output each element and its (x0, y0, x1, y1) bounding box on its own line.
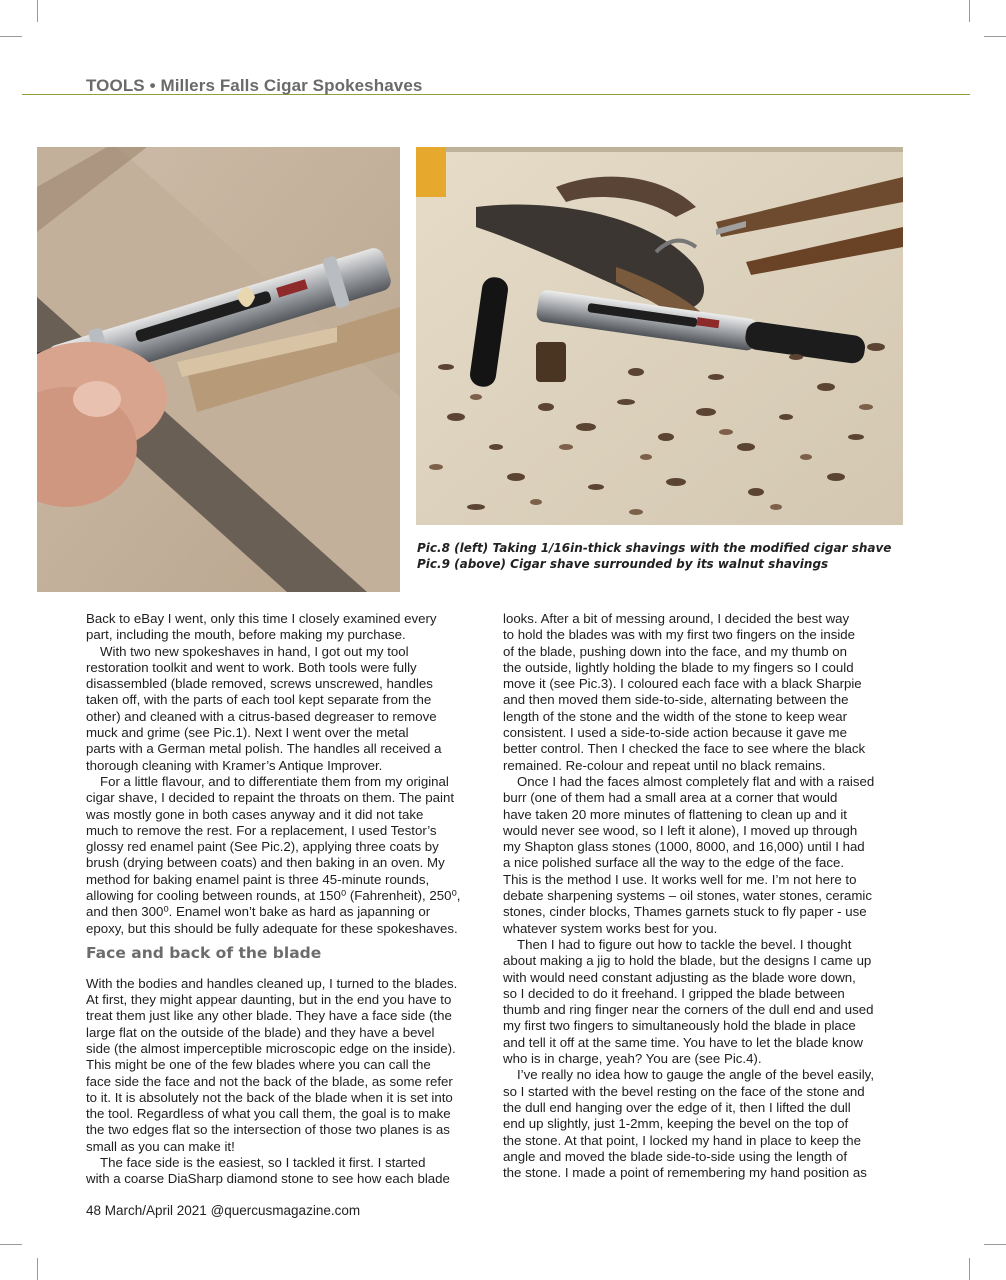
caption-pic9: Pic.9 (above) Cigar shave surrounded by its walnut shavings (417, 557, 829, 571)
text-line: whatever system works best for you. (503, 920, 718, 936)
text-line: angle and moved the blade side-to-side using the length of (503, 1148, 848, 1164)
text-line: part, including the mouth, before making my purchase. (86, 627, 406, 643)
text-line: brush (drying between coats) and then baking in an oven. My (86, 855, 445, 871)
crop-mark (984, 1244, 1006, 1245)
text-line: the outside, lightly holding the blade to my fingers so I could (503, 659, 854, 675)
text-line: muck and grime (see Pic.1). Next I went over the metal (86, 725, 409, 741)
text-line: who is in charge, yeah? You are (see Pic.4). (503, 1051, 762, 1067)
crop-mark (0, 36, 22, 37)
crop-mark (984, 36, 1006, 37)
text-line: Back to eBay I went, only this time I closely examined every (86, 611, 437, 626)
text-line: Once I had the faces almost completely flat and with a raised (517, 773, 875, 789)
text-line: the stone. I made a point of remembering my hand position as (503, 1165, 867, 1181)
text-line: consistent. I used a side-to-side action because it gave me (503, 725, 847, 741)
text-line: At first, they might appear daunting, but in the end you have to (86, 992, 452, 1008)
text-line: my Shapton glass stones (1000, 8000, and 16,000) until I had (503, 839, 865, 855)
text-line: the tool. Regardless of what you call them, the goal is to make (86, 1106, 451, 1122)
crop-mark (969, 0, 970, 22)
text-line: length of the stone and the width of the stone to keep wear (503, 708, 848, 724)
text-line: disassembled (blade removed, screws unscrewed, handles (86, 676, 433, 692)
text-line: and then 300⁰. Enamel won’t bake as hard as japanning or (86, 904, 431, 920)
photo-cigar-shave-shaving (37, 147, 400, 592)
text-line: Then I had to figure out how to tackle the bevel. I thought (517, 936, 852, 952)
text-line: I’ve really no idea how to gauge the angle of the bevel easily, (517, 1067, 875, 1083)
text-line: other) and cleaned with a citrus-based degreaser to remove (86, 708, 437, 724)
text-line: remained. Re-colour and repeat until no black remains. (503, 757, 826, 773)
text-line: restoration toolkit and went to work. Both tools were fully (86, 659, 417, 675)
text-line: about making a jig to hold the blade, but the designs I came up (503, 953, 872, 969)
text-line: the two edges flat so the intersection of those two planes is as (86, 1122, 450, 1138)
text-line: side (the almost imperceptible microscopic edge on the inside). (86, 1040, 456, 1056)
text-line: would never see wood, so I left it alone), I moved up through (503, 822, 858, 838)
text-line: of the blade, pushing down into the face, and my thumb on (503, 643, 847, 659)
text-line: move it (see Pic.3). I coloured each face with a black Sharpie (503, 676, 862, 692)
text-line: a nice polished surface all the way to the edge of the face. (503, 855, 845, 871)
caption-pic8: Pic.8 (left) Taking 1/16in-thick shavings with the modified cigar shave (417, 541, 892, 555)
running-head: TOOLS • Millers Falls Cigar Spokeshaves (86, 76, 423, 95)
text-line: small as you can make it! (86, 1138, 235, 1154)
text-line: have taken 20 more minutes of flattening to clean up and it (503, 806, 847, 822)
text-line: cigar shave, I decided to repaint the throats on them. The paint (86, 790, 455, 806)
text-line: The face side is the easiest, so I tackled it first. I started (100, 1155, 426, 1171)
section-subheading: Face and back of the blade (86, 943, 322, 962)
text-line: was mostly gone in both cases anyway and it did not take (86, 806, 424, 822)
crop-mark (0, 1244, 22, 1245)
text-line: large flat on the outside of the blade) and they have a bevel (86, 1024, 435, 1040)
text-line: glossy red enamel paint (See Pic.2), applying three coats by (86, 839, 439, 855)
text-line: and then moved them side-to-side, alternating between the (503, 692, 849, 708)
text-line: with a coarse DiaSharp diamond stone to see how each blade (86, 1171, 450, 1187)
text-line: burr (one of them had a small area at a corner that would (503, 790, 838, 806)
photo-walnut-shavings (416, 147, 903, 525)
text-line: and tell it off at the same time. You have to let the blade know (503, 1034, 863, 1050)
text-line: so I decided to do it freehand. I gripped the blade between (503, 985, 845, 1001)
photo-cigar-shave-shaving-graphic (37, 147, 400, 592)
text-line: so I started with the bevel resting on the face of the stone and (503, 1083, 865, 1099)
text-line: the dull end hanging over the edge of it, then I lifted the dull (503, 1099, 851, 1115)
crop-mark (969, 1258, 970, 1280)
text-line: With two new spokeshaves in hand, I got out my tool (100, 643, 409, 659)
text-line: treat them just like any other blade. They have a face side (the (86, 1008, 452, 1024)
crop-mark (37, 0, 38, 22)
crop-mark (37, 1258, 38, 1280)
text-line: debate sharpening systems – oil stones, water stones, ceramic (503, 888, 872, 904)
right-column (503, 611, 907, 1181)
text-line: epoxy, but this should be fully adequate for these spokeshaves. (86, 920, 458, 936)
text-line: taken off, with the parts of each tool kept separate from the (86, 692, 432, 708)
text-line: face side the face and not the back of the blade, as some refer (86, 1073, 453, 1089)
text-line: end up slightly, just 1-2mm, keeping the bevel on the top of (503, 1116, 849, 1132)
text-line: parts with a German metal polish. The handles all received a (86, 741, 442, 757)
text-line: to it. It is absolutely not the back of the blade when it is set into (86, 1089, 453, 1105)
text-line: This might be one of the few blades where you can call the (86, 1057, 431, 1073)
text-line: This is the method I use. It works well for me. I’m not here to (503, 871, 857, 887)
text-line: much to remove the rest. For a replacement, I used Testor’s (86, 822, 437, 838)
text-line: method for baking enamel paint is three 45-minute rounds, (86, 871, 430, 887)
text-line: thorough cleaning with Kramer’s Antique Improver. (86, 757, 383, 773)
text-line: thumb and ring finger near the corners of the dull end and used (503, 1002, 874, 1018)
figure-caption (417, 540, 917, 572)
text-line: my first two fingers to simultaneously hold the blade in place (503, 1018, 856, 1034)
text-line: stones, cinder blocks, Thames garnets stuck to fly paper - use (503, 904, 867, 920)
text-line: with would need constant adjusting as the blade wore down, (503, 969, 856, 985)
text-line: allowing for cooling between rounds, at 150⁰ (Fahrenheit), 250⁰, (86, 888, 461, 904)
text-line: looks. After a bit of messing around, I decided the best way (503, 611, 850, 626)
photo-walnut-shavings-graphic (416, 147, 903, 525)
text-line: better control. Then I checked the face to see where the black (503, 741, 866, 757)
text-line: the stone. At that point, I locked my hand in place to keep the (503, 1132, 861, 1148)
text-line: With the bodies and handles cleaned up, I turned to the blades. (86, 975, 458, 991)
text-line: For a little flavour, and to differentiate them from my original (100, 773, 449, 789)
page-footer: 48 March/April 2021 @quercusmagazine.com (86, 1203, 361, 1218)
text-line: to hold the blades was with my first two fingers on the inside (503, 627, 856, 643)
left-column (86, 611, 490, 1188)
